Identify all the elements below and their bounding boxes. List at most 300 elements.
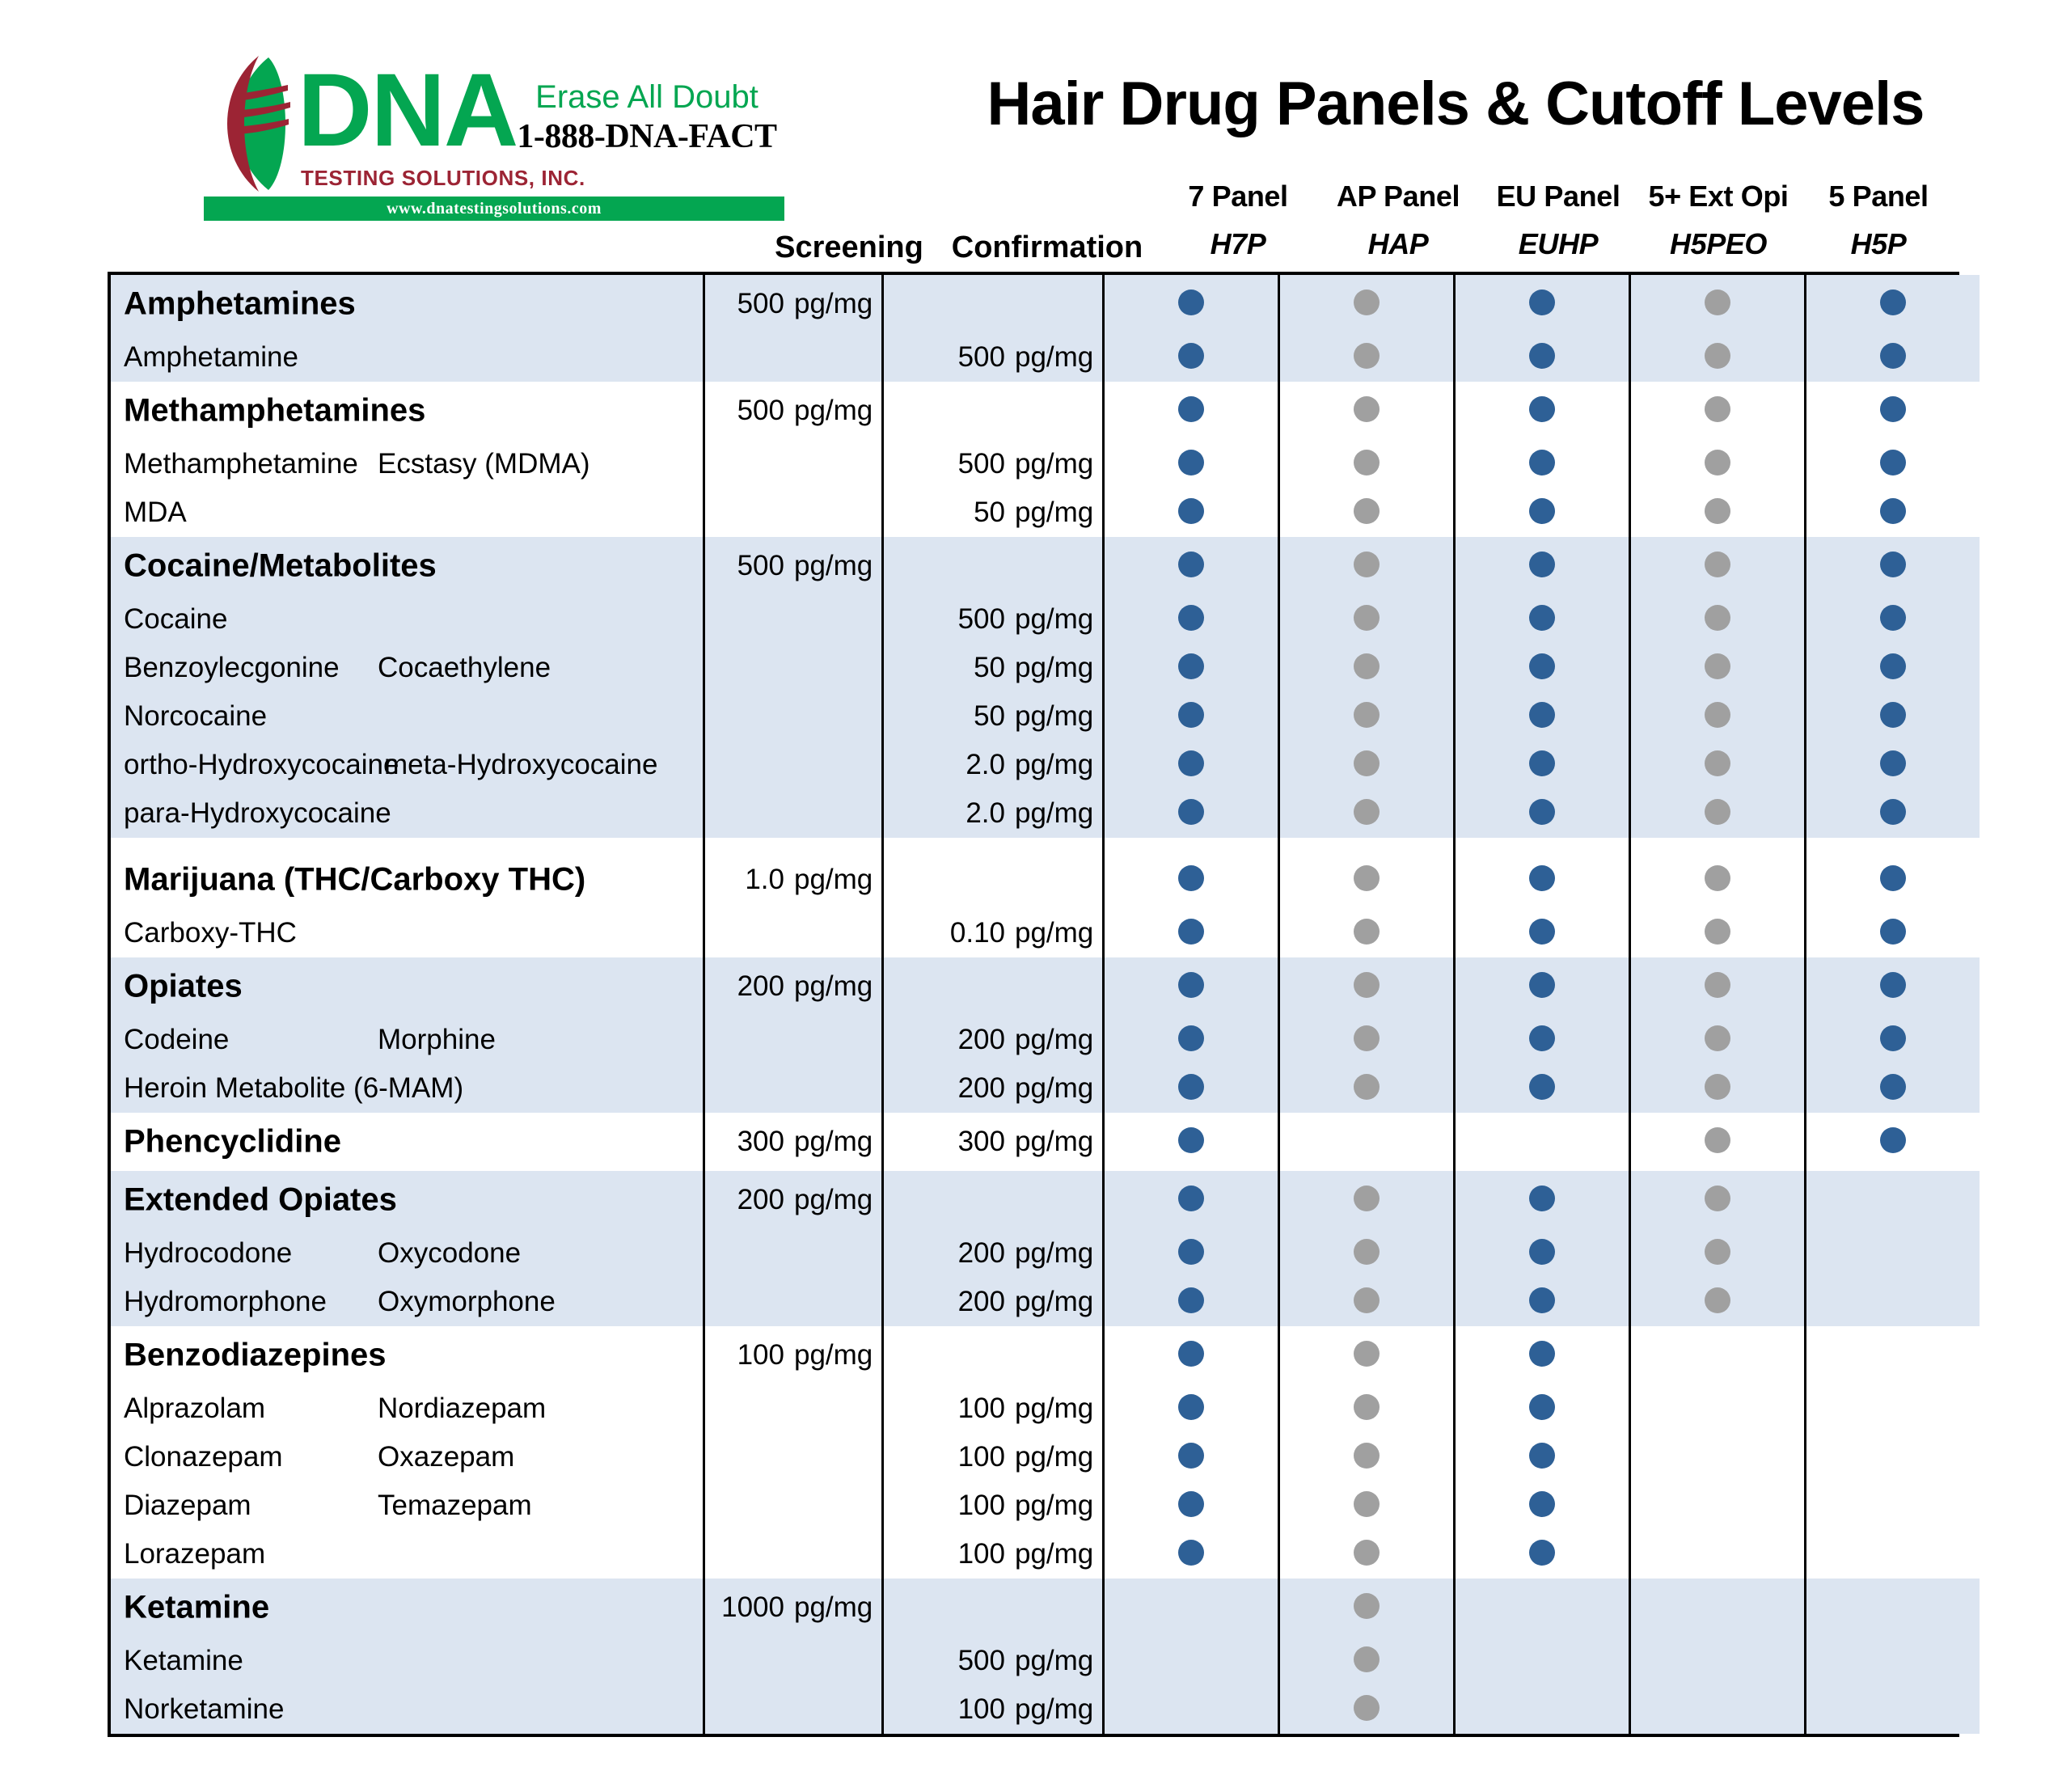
table-row (111, 1433, 1980, 1481)
analyte-name-cell (111, 789, 704, 838)
analyte-name-cell (111, 1384, 704, 1433)
panel-dot-empty-icon (1880, 1491, 1906, 1517)
panel-indicator-cell-H5PEO (1630, 275, 1806, 333)
panel-indicator-cell-EUHP (1455, 957, 1630, 1016)
panel-dot-blue-icon (1880, 865, 1906, 891)
cutoff-unit: pg/mg (1015, 1237, 1094, 1269)
confirmation-cutoff-cell-value (958, 603, 1096, 636)
panel-indicator-cell-HAP (1279, 1016, 1455, 1064)
panel-name-2: EU Panel (1496, 180, 1620, 213)
confirmation-cutoff-cell-value (974, 652, 1096, 684)
section-spacer-cell (111, 838, 704, 851)
panel-dot-gray-icon (1705, 865, 1730, 891)
panel-code-3: H5PEO (1669, 227, 1768, 260)
panel-indicator-cell-HAP (1279, 333, 1455, 382)
panel-dot-empty-icon (1880, 1695, 1906, 1721)
screening-cutoff-cell (704, 1530, 883, 1579)
analyte-secondary-label: Oxymorphone (378, 1286, 556, 1317)
panel-dot-blue-icon (1529, 1186, 1555, 1211)
screening-cutoff-cell (704, 488, 883, 537)
panel-indicator-cell-H5PEO (1630, 1278, 1806, 1326)
table-row (111, 1481, 1980, 1530)
panel-indicator-cell-H7P (1104, 1113, 1279, 1171)
panel-dot-blue-icon (1178, 1127, 1204, 1153)
panel-indicator-cell-H5P (1806, 1171, 1980, 1229)
panel-dot-gray-icon (1354, 343, 1380, 369)
panel-dot-gray-icon (1354, 1341, 1380, 1367)
panel-dot-gray-icon (1354, 1593, 1380, 1619)
cutoff-number: 200 (957, 1072, 1005, 1104)
panel-name-3: 5+ Ext Opi (1648, 180, 1789, 213)
panel-indicator-cell-EUHP (1455, 440, 1630, 488)
panel-indicator-cell-H5P (1806, 1113, 1980, 1171)
table-row (111, 909, 1980, 957)
panel-dot-blue-icon (1529, 750, 1555, 776)
analyte-label: Hydromorphone (124, 1286, 327, 1317)
table-row (111, 488, 1980, 537)
panel-dot-blue-icon (1880, 972, 1906, 998)
panel-dot-gray-icon (1354, 972, 1380, 998)
cutoff-unit: pg/mg (1015, 1393, 1094, 1424)
confirmation-cutoff-cell (883, 1685, 1104, 1734)
panel-dot-blue-icon (1529, 702, 1555, 728)
cutoff-number: 200 (957, 1286, 1005, 1317)
table-row (111, 440, 1980, 488)
panel-indicator-cell-H5P (1806, 692, 1980, 741)
panel-indicator-cell-EUHP (1455, 1278, 1630, 1326)
section-spacer-cell (883, 838, 1104, 851)
panel-indicator-cell-HAP (1279, 537, 1455, 595)
analyte-name-cell (111, 440, 704, 488)
section-spacer-cell (1104, 838, 1279, 851)
analyte-label: Ketamine (124, 1645, 243, 1676)
screening-cutoff-cell (704, 382, 883, 440)
panel-indicator-cell-H5PEO (1630, 1530, 1806, 1579)
confirmation-cutoff-cell-value (958, 1693, 1096, 1726)
panel-indicator-cell-H5PEO (1630, 789, 1806, 838)
analyte-secondary-label: Morphine (378, 1024, 496, 1055)
table-row (111, 1530, 1980, 1579)
section-spacer-cell (1279, 838, 1455, 851)
analyte-label: Benzoylecgonine (124, 652, 340, 683)
panel-indicator-cell-H5PEO (1630, 1113, 1806, 1171)
screening-cutoff-cell (704, 692, 883, 741)
analyte-name-cell (111, 1685, 704, 1734)
analyte-label: Methamphetamine (124, 448, 358, 480)
panel-indicator-cell-H7P (1104, 692, 1279, 741)
panel-dot-blue-icon (1529, 1341, 1555, 1367)
analyte-secondary-label: Oxycodone (378, 1237, 522, 1269)
cutoff-unit: pg/mg (794, 970, 873, 1002)
panel-dot-gray-icon (1354, 1491, 1380, 1517)
table-row (111, 1384, 1980, 1433)
panel-indicator-cell-H7P (1104, 1016, 1279, 1064)
panel-dot-blue-icon (1178, 1025, 1204, 1051)
table-row (111, 1064, 1980, 1113)
panel-dot-blue-icon (1529, 799, 1555, 825)
panel-indicator-cell-HAP (1279, 1481, 1455, 1530)
panel-dot-blue-icon (1178, 498, 1204, 524)
panel-dot-gray-icon (1354, 396, 1380, 422)
panel-dot-gray-icon (1705, 799, 1730, 825)
panel-indicator-cell-HAP (1279, 692, 1455, 741)
drug-group-label: Phencyclidine (124, 1123, 341, 1160)
panel-dot-empty-icon (1880, 1239, 1906, 1265)
cutoff-number: 300 (957, 1126, 1005, 1157)
confirmation-cutoff-cell (883, 851, 1104, 909)
panel-dot-gray-icon (1705, 290, 1730, 315)
confirmation-cutoff-cell-value (958, 1538, 1096, 1570)
panel-indicator-cell-EUHP (1455, 692, 1630, 741)
panel-indicator-cell-H5P (1806, 741, 1980, 789)
panel-indicator-cell-HAP (1279, 275, 1455, 333)
panel-indicator-cell-H7P (1104, 1481, 1279, 1530)
panel-indicator-cell-H5P (1806, 1637, 1980, 1685)
cutoff-number: 100 (957, 1490, 1005, 1521)
confirmation-cutoff-cell (883, 1016, 1104, 1064)
panel-dot-gray-icon (1705, 1287, 1730, 1313)
analyte-secondary-label: Temazepam (378, 1490, 532, 1521)
panel-dot-gray-icon (1354, 1239, 1380, 1265)
table-row (111, 1171, 1980, 1229)
panel-dot-blue-icon (1178, 1287, 1204, 1313)
panel-indicator-cell-HAP (1279, 789, 1455, 838)
panel-indicator-cell-HAP (1279, 1685, 1455, 1734)
screening-cutoff-cell-value (737, 970, 875, 1003)
cutoff-number: 0.10 (949, 917, 1005, 949)
cutoff-unit: pg/mg (1015, 341, 1094, 373)
panel-indicator-cell-H5P (1806, 1481, 1980, 1530)
screening-cutoff-cell (704, 1064, 883, 1113)
analyte-label: Clonazepam (124, 1441, 283, 1473)
panel-indicator-cell-HAP (1279, 382, 1455, 440)
panel-indicator-cell-H5P (1806, 789, 1980, 838)
panel-dot-gray-icon (1354, 1025, 1380, 1051)
panel-dot-empty-icon (1880, 1394, 1906, 1420)
screening-cutoff-cell-value (737, 1339, 875, 1371)
cutoff-unit: pg/mg (1015, 1538, 1094, 1570)
panel-dot-empty-icon (1354, 1127, 1380, 1153)
panel-dot-gray-icon (1354, 552, 1380, 577)
panel-indicator-cell-H7P (1104, 741, 1279, 789)
drug-group-label: Amphetamines (124, 285, 356, 322)
cutoff-unit: pg/mg (794, 288, 873, 319)
panel-code-0: H7P (1210, 227, 1266, 260)
panel-dot-empty-icon (1705, 1491, 1730, 1517)
panel-indicator-cell-EUHP (1455, 1016, 1630, 1064)
panel-indicator-cell-H5P (1806, 909, 1980, 957)
panel-indicator-cell-H5P (1806, 382, 1980, 440)
panel-indicator-cell-H5PEO (1630, 851, 1806, 909)
confirmation-cutoff-cell-value (958, 1286, 1096, 1318)
cutoff-number: 500 (957, 448, 1005, 480)
panel-indicator-cell-EUHP (1455, 1064, 1630, 1113)
cutoff-number: 1.0 (745, 864, 784, 895)
panel-indicator-cell-H7P (1104, 1637, 1279, 1685)
confirmation-cutoff-cell (883, 957, 1104, 1016)
panel-indicator-cell-H5PEO (1630, 644, 1806, 692)
cutoff-number: 300 (737, 1126, 784, 1157)
panel-dot-gray-icon (1354, 1695, 1380, 1721)
panel-indicator-cell-H5P (1806, 1685, 1980, 1734)
panel-dot-blue-icon (1178, 1074, 1204, 1100)
cutoff-number: 200 (737, 970, 784, 1002)
panel-dot-gray-icon (1705, 450, 1730, 475)
panel-indicator-cell-H5P (1806, 851, 1980, 909)
panel-dot-gray-icon (1354, 290, 1380, 315)
screening-cutoff-cell (704, 1326, 883, 1384)
screening-cutoff-cell-value (745, 864, 875, 896)
panel-dot-gray-icon (1705, 1186, 1730, 1211)
confirmation-cutoff-cell (883, 1579, 1104, 1637)
confirmation-cutoff-cell (883, 1278, 1104, 1326)
panel-indicator-cell-H5PEO (1630, 1064, 1806, 1113)
cutoff-number: 500 (737, 395, 784, 426)
panel-dot-blue-icon (1529, 290, 1555, 315)
panel-dot-blue-icon (1178, 919, 1204, 945)
panel-indicator-cell-H7P (1104, 1579, 1279, 1637)
panel-dot-blue-icon (1880, 702, 1906, 728)
confirmation-cutoff-cell (883, 1637, 1104, 1685)
panel-dot-empty-icon (1880, 1186, 1906, 1211)
panel-dot-blue-icon (1178, 702, 1204, 728)
panel-indicator-cell-H7P (1104, 537, 1279, 595)
confirmation-cutoff-cell (883, 595, 1104, 644)
screening-cutoff-cell (704, 440, 883, 488)
analyte-name-cell (111, 1481, 704, 1530)
cutoff-unit: pg/mg (1015, 700, 1094, 732)
panel-indicator-cell-EUHP (1455, 1481, 1630, 1530)
cutoff-number: 100 (957, 1441, 1005, 1473)
analyte-secondary-label: Oxazepam (378, 1441, 515, 1473)
panel-indicator-cell-H7P (1104, 440, 1279, 488)
panel-indicator-cell-EUHP (1455, 382, 1630, 440)
confirmation-cutoff-cell (883, 644, 1104, 692)
analyte-name-cell (111, 1064, 704, 1113)
page-header (0, 0, 2062, 264)
panel-indicator-cell-H7P (1104, 1278, 1279, 1326)
confirmation-cutoff-cell (883, 333, 1104, 382)
panel-dot-blue-icon (1178, 1239, 1204, 1265)
panel-header-4 (1798, 180, 1958, 268)
panel-code-2: EUHP (1518, 227, 1599, 260)
panel-dot-blue-icon (1178, 343, 1204, 369)
analyte-name-cell (111, 488, 704, 537)
analyte-label: Norcocaine (124, 700, 268, 732)
panel-dot-blue-icon (1529, 865, 1555, 891)
cutoff-unit: pg/mg (1015, 797, 1094, 829)
table-row (111, 644, 1980, 692)
panel-indicator-cell-H5P (1806, 333, 1980, 382)
analyte-label: Norketamine (124, 1693, 285, 1725)
panel-indicator-cell-HAP (1279, 488, 1455, 537)
panel-dot-blue-icon (1178, 1491, 1204, 1517)
panel-dot-blue-icon (1880, 450, 1906, 475)
panel-dot-blue-icon (1178, 972, 1204, 998)
panel-indicator-cell-HAP (1279, 1278, 1455, 1326)
cutoff-table (108, 272, 1959, 1737)
cutoff-number: 50 (974, 497, 1005, 528)
analyte-name-cell (111, 1278, 704, 1326)
panel-indicator-cell-HAP (1279, 440, 1455, 488)
confirmation-cutoff-cell-value (958, 448, 1096, 480)
panel-dot-empty-icon (1705, 1443, 1730, 1469)
panel-indicator-cell-H5PEO (1630, 382, 1806, 440)
confirmation-cutoff-cell (883, 1113, 1104, 1171)
panel-dot-blue-icon (1178, 396, 1204, 422)
screening-cutoff-cell (704, 537, 883, 595)
confirmation-cutoff-cell (883, 1433, 1104, 1481)
panel-indicator-cell-H7P (1104, 1530, 1279, 1579)
confirmation-cutoff-cell (883, 1530, 1104, 1579)
panel-indicator-cell-H7P (1104, 1326, 1279, 1384)
panel-dot-blue-icon (1178, 1443, 1204, 1469)
panel-dot-blue-icon (1529, 1025, 1555, 1051)
panel-dot-gray-icon (1354, 1540, 1380, 1566)
screening-cutoff-cell (704, 1579, 883, 1637)
screening-cutoff-cell-value (737, 1126, 875, 1158)
table-row (111, 1229, 1980, 1278)
panel-indicator-cell-EUHP (1455, 1229, 1630, 1278)
panel-indicator-cell-H5PEO (1630, 1481, 1806, 1530)
panel-indicator-cell-EUHP (1455, 741, 1630, 789)
panel-indicator-cell-H5PEO (1630, 1685, 1806, 1734)
cutoff-unit: pg/mg (1015, 1072, 1094, 1104)
panel-indicator-cell-EUHP (1455, 1433, 1630, 1481)
screening-cutoff-cell (704, 1113, 883, 1171)
panel-dot-gray-icon (1354, 1287, 1380, 1313)
panel-indicator-cell-HAP (1279, 644, 1455, 692)
cutoff-unit: pg/mg (1015, 749, 1094, 780)
panel-indicator-cell-HAP (1279, 851, 1455, 909)
panel-header-2 (1478, 180, 1638, 268)
panel-dot-blue-icon (1880, 290, 1906, 315)
analyte-name-cell (111, 595, 704, 644)
analyte-name-cell (111, 1637, 704, 1685)
analyte-name-cell (111, 1433, 704, 1481)
screening-cutoff-cell-value (737, 550, 875, 582)
cutoff-number: 500 (957, 1645, 1005, 1676)
table-row (111, 789, 1980, 838)
panel-dot-gray-icon (1354, 1186, 1380, 1211)
panel-dot-blue-icon (1529, 1394, 1555, 1420)
panel-indicator-cell-H5P (1806, 488, 1980, 537)
panel-dot-empty-icon (1705, 1341, 1730, 1367)
panel-indicator-cell-HAP (1279, 595, 1455, 644)
confirmation-cutoff-cell (883, 440, 1104, 488)
screening-cutoff-cell (704, 1278, 883, 1326)
panel-indicator-cell-EUHP (1455, 1579, 1630, 1637)
cutoff-table-grid (111, 275, 1980, 1734)
panel-dot-blue-icon (1178, 290, 1204, 315)
confirmation-cutoff-cell-value (974, 700, 1096, 733)
panel-dot-blue-icon (1529, 498, 1555, 524)
panel-indicator-cell-EUHP (1455, 333, 1630, 382)
panel-indicator-cell-H7P (1104, 789, 1279, 838)
panel-indicator-cell-EUHP (1455, 275, 1630, 333)
analyte-label: Diazepam (124, 1490, 251, 1521)
panel-name-0: 7 Panel (1188, 180, 1288, 213)
table-row (111, 1016, 1980, 1064)
panel-indicator-cell-H7P (1104, 382, 1279, 440)
panel-indicator-cell-H7P (1104, 957, 1279, 1016)
panel-dot-gray-icon (1705, 396, 1730, 422)
cutoff-number: 50 (974, 700, 1005, 732)
analyte-name-cell (111, 382, 704, 440)
screening-cutoff-cell (704, 909, 883, 957)
panel-dot-blue-icon (1178, 552, 1204, 577)
panel-dot-blue-icon (1178, 1186, 1204, 1211)
panel-indicator-cell-EUHP (1455, 595, 1630, 644)
panel-dot-blue-icon (1178, 1341, 1204, 1367)
panel-dot-blue-icon (1178, 1540, 1204, 1566)
drug-group-label: Opiates (124, 968, 243, 1004)
panel-dot-gray-icon (1354, 702, 1380, 728)
panel-dot-blue-icon (1880, 799, 1906, 825)
panel-indicator-cell-H7P (1104, 1685, 1279, 1734)
table-row (111, 692, 1980, 741)
panel-indicator-cell-HAP (1279, 1171, 1455, 1229)
analyte-name-cell (111, 644, 704, 692)
panel-dot-gray-icon (1354, 865, 1380, 891)
panel-indicator-cell-HAP (1279, 1064, 1455, 1113)
panel-dot-gray-icon (1705, 552, 1730, 577)
panel-header-1 (1318, 180, 1478, 268)
column-header-confirmation: Confirmation (951, 230, 1143, 264)
panel-dot-blue-icon (1178, 653, 1204, 679)
cutoff-number: 100 (957, 1393, 1005, 1424)
analyte-secondary-label: meta-Hydroxycocaine (384, 749, 658, 780)
cutoff-unit: pg/mg (1015, 1490, 1094, 1521)
screening-cutoff-cell-value (737, 395, 875, 427)
panel-indicator-cell-HAP (1279, 909, 1455, 957)
panel-dot-gray-icon (1354, 1443, 1380, 1469)
panel-column-headers (1158, 180, 1958, 268)
panel-dot-blue-icon (1529, 1074, 1555, 1100)
analyte-name-cell (111, 1229, 704, 1278)
panel-dot-blue-icon (1529, 1540, 1555, 1566)
panel-dot-empty-icon (1880, 1287, 1906, 1313)
panel-indicator-cell-H5PEO (1630, 440, 1806, 488)
panel-indicator-cell-H7P (1104, 488, 1279, 537)
panel-indicator-cell-EUHP (1455, 909, 1630, 957)
confirmation-cutoff-cell-value (958, 1393, 1096, 1425)
panel-indicator-cell-H5PEO (1630, 1326, 1806, 1384)
panel-dot-blue-icon (1880, 1074, 1906, 1100)
screening-cutoff-cell (704, 333, 883, 382)
panel-dot-blue-icon (1178, 799, 1204, 825)
table-row (111, 1113, 1980, 1171)
analyte-name-cell (111, 537, 704, 595)
analyte-name-cell (111, 1113, 704, 1171)
screening-cutoff-cell (704, 957, 883, 1016)
drug-group-label: Marijuana (THC/Carboxy THC) (124, 861, 586, 898)
column-header-screening: Screening (775, 230, 923, 264)
panel-dot-blue-icon (1880, 343, 1906, 369)
confirmation-cutoff-cell (883, 275, 1104, 333)
confirmation-cutoff-cell-value (958, 1441, 1096, 1473)
panel-dot-blue-icon (1880, 605, 1906, 631)
panel-dot-blue-icon (1529, 1443, 1555, 1469)
panel-indicator-cell-HAP (1279, 1229, 1455, 1278)
panel-dot-blue-icon (1880, 1025, 1906, 1051)
table-row (111, 595, 1980, 644)
cutoff-unit: pg/mg (794, 1591, 873, 1623)
panel-dot-gray-icon (1705, 750, 1730, 776)
table-row (111, 741, 1980, 789)
panel-dot-blue-icon (1529, 1239, 1555, 1265)
panel-indicator-cell-H5P (1806, 537, 1980, 595)
